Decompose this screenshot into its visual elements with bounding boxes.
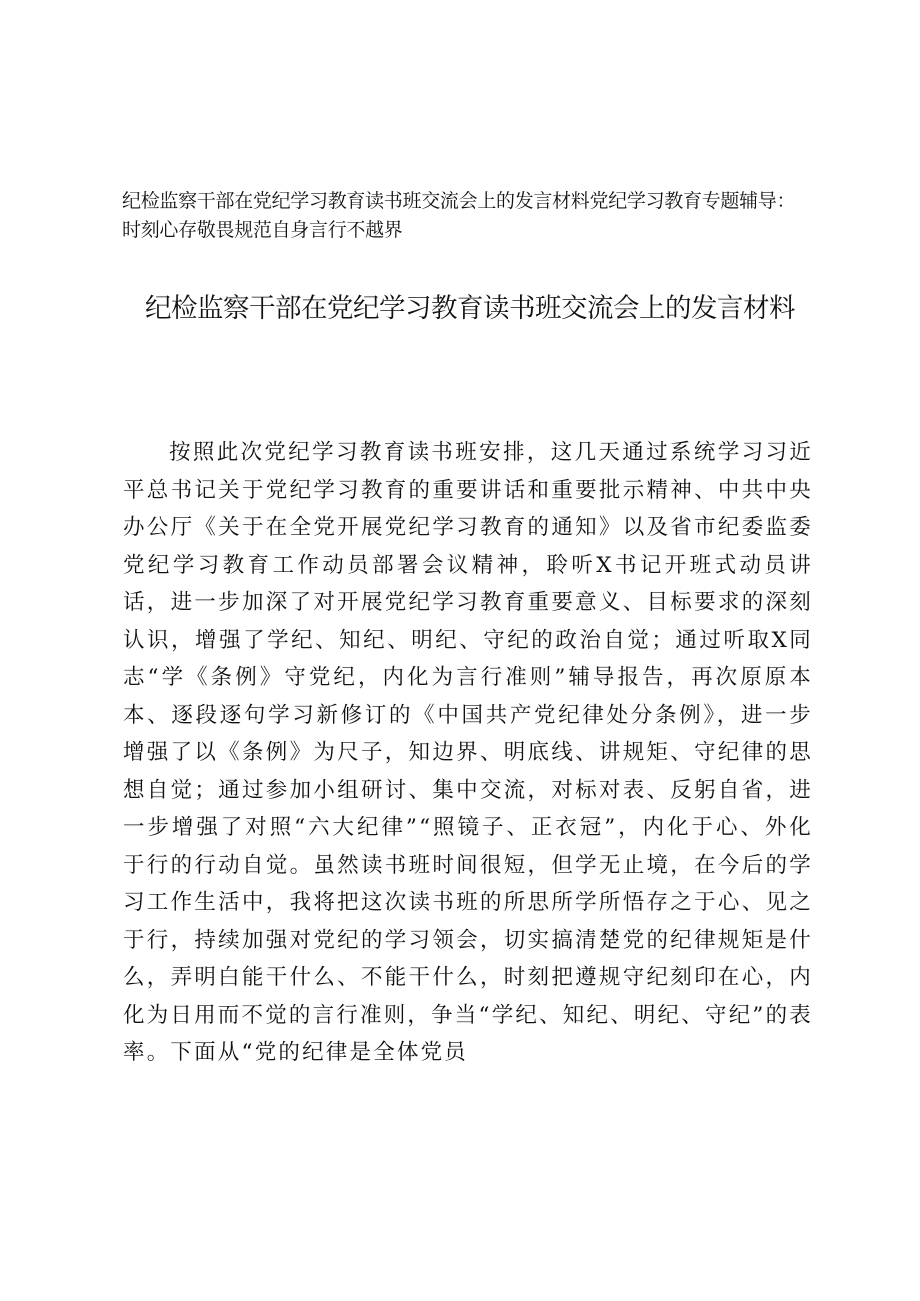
main-title: 纪检监察干部在党纪学习教育读书班交流会上的发言材料 xyxy=(145,293,795,324)
header-title: 纪检监察干部在党纪学习教育读书班交流会上的发言材料党纪学习教育专题辅导：时刻心存敬畏规范自身言行不越界 xyxy=(122,190,796,241)
body-paragraph: 按照此次党纪学习教育读书班安排，这几天通过系统学习习近平总书记关于党纪学习教育的重要讲话和重要批示精神、中共中央办公厅《关于在全党开展党纪学习教育的通知》以及省市纪委监委党纪学习教育工作动员部署会议精神，聆听X书记开班式动员讲话，进一步加深了对开展党纪学习教育重要意义、目标要求的深刻认识，增强了学纪、知纪、明纪、守纪的政治自觉；通过听取X同志“学《条例》守党纪，内化为言行准则”辅导报告，再次原原本本、逐段逐句学习新修订的《中国共产党纪律处分条例》，进一步增强了以《条例》为尺子，知边界、明底线、讲规矩、守纪律的思想自觉；通过参加小组研讨、集中交流，对标对表、反躬自省，进一步增强了对照“六大纪律”“照镜子、正衣冠”，内化于心、外化于行的行动自觉。虽然读书班时间很短，但学无止境，在今后的学习工作生活中，我将把这次读书班的所思所学所悟存之于心、见之于行，持续加强对党纪的学习领会，切实搞清楚党的纪律规矩是什么，弄明白能干什么、不能干什么，时刻把遵规守纪刻印在心，内化为日用而不觉的言行准则，争当“学纪、知纪、明纪、守纪”的表率。下面从“党的纪律是全体党员 xyxy=(123,440,813,1065)
